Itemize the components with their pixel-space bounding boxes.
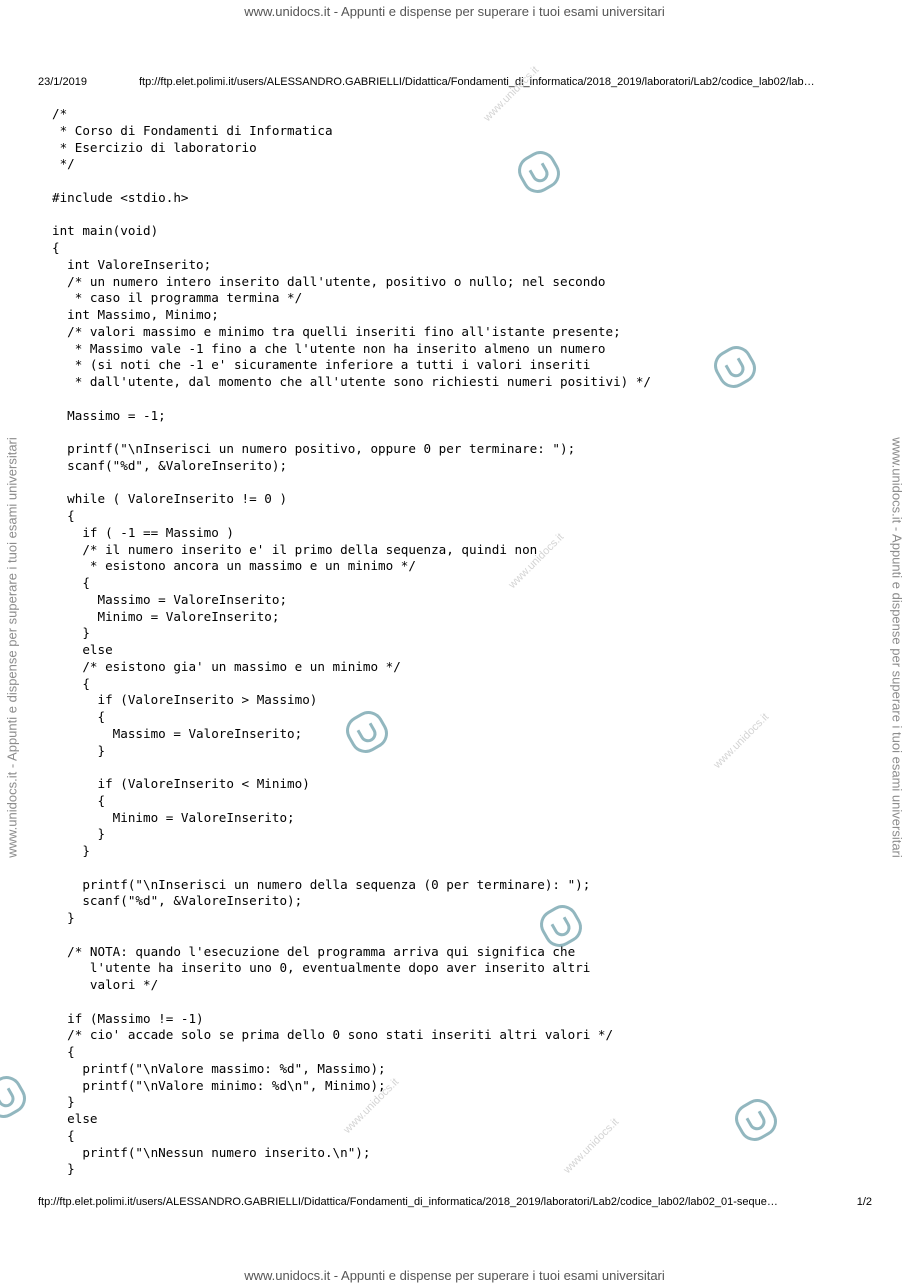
print-date: 23/1/2019 [38, 76, 87, 88]
code-line: * dall'utente, dal momento che all'utente sono richiesti numeri positivi) */ [52, 374, 651, 389]
code-line: * Massimo vale -1 fino a che l'utente non ha inserito almeno un numero [52, 340, 606, 356]
code-line: /* valori massimo e minimo tra quelli inseriti fino all'istante presente; [52, 323, 621, 339]
code-line: scanf("%d", &ValoreInserito); [52, 893, 303, 909]
code-line: /* il numero inserito e' il primo della sequenza, quindi non [52, 541, 538, 557]
code-line: * Corso di Fondamenti di Informatica [52, 122, 333, 138]
code-line: } [52, 625, 90, 641]
diagonal-watermark: www.unidocs.it [711, 711, 772, 771]
code-line: Minimo = ValoreInserito; [52, 809, 295, 825]
code-line: /* un numero intero inserito dall'utente, positivo o nullo; nel secondo [52, 273, 606, 289]
code-line: printf("\nNessun numero inserito.\n"); [52, 1144, 371, 1160]
code-line: { [52, 575, 90, 590]
source-code-listing [52, 106, 651, 1178]
code-line: l'utente ha inserito uno 0, eventualmente dopo aver inserito altri [52, 960, 591, 976]
bottom-watermark-banner: www.unidocs.it - Appunti e dispense per superare i tuoi esami universitari [244, 1268, 665, 1283]
code-line: Massimo = ValoreInserito; [52, 725, 303, 741]
page-number: 1/2 [856, 1196, 872, 1208]
code-line: Massimo = ValoreInserito; [52, 591, 288, 607]
code-line: * caso il programma termina */ [52, 290, 303, 306]
code-line: int main(void) [52, 223, 159, 239]
code-line: } [52, 1094, 75, 1110]
code-line: /* NOTA: quando l'esecuzione del programma arriva qui significa che [52, 943, 576, 959]
code-line: * Esercizio di laboratorio [52, 139, 257, 155]
code-line: printf("\nValore minimo: %d\n", Minimo); [52, 1077, 386, 1093]
code-line: #include <stdio.h> [52, 189, 189, 205]
code-line: */ [52, 156, 75, 172]
code-line: } [52, 1161, 75, 1177]
code-line: if (Massimo != -1) [52, 1010, 204, 1026]
code-line: } [52, 843, 90, 858]
code-line: printf("\nValore massimo: %d", Massimo); [52, 1060, 386, 1076]
right-side-watermark: www.unidocs.it - Appunti e dispense per superare i tuoi esami universitari [889, 437, 905, 858]
unidocs-logo-icon [733, 1097, 779, 1143]
left-side-watermark: www.unidocs.it - Appunti e dispense per superare i tuoi esami universitari [4, 437, 20, 858]
code-line: } [52, 826, 106, 842]
code-line: if (ValoreInserito > Massimo) [52, 692, 318, 708]
code-line: { [52, 508, 75, 523]
code-line: /* cio' accade solo se prima dello 0 sono stati inseriti altri valori */ [52, 1027, 614, 1043]
diagonal-watermark: www.unidocs.it [561, 1116, 622, 1176]
code-line: * (si noti che -1 e' sicuramente inferiore a tutti i valori inseriti [52, 357, 591, 373]
diagonal-watermark: www.unidocs.it [481, 64, 542, 124]
top-watermark-banner: www.unidocs.it - Appunti e dispense per superare i tuoi esami universitari [244, 4, 665, 19]
code-line: if ( -1 == Massimo ) [52, 524, 234, 540]
code-line: { [52, 1127, 75, 1143]
code-line: else [52, 1111, 98, 1126]
code-line: { [52, 1044, 75, 1059]
code-line: if (ValoreInserito < Minimo) [52, 776, 310, 791]
code-line: { [52, 675, 90, 691]
code-line: { [52, 709, 106, 724]
code-line: Minimo = ValoreInserito; [52, 608, 280, 624]
code-line: printf("\nInserisci un numero positivo, oppure 0 per terminare: "); [52, 441, 576, 456]
diagonal-watermark: www.unidocs.it [341, 1076, 402, 1136]
code-line: { [52, 240, 60, 255]
header-source-url: ftp://ftp.elet.polimi.it/users/ALESSANDRO.GABRIELLI/Didattica/Fondamenti_di_informatica/2018_2019/laboratori/Lab2/codice_lab02/lab… [139, 76, 815, 88]
code-line: valori */ [52, 977, 159, 992]
code-line: * esistono ancora un massimo e un minimo */ [52, 558, 416, 574]
code-line: while ( ValoreInserito != 0 ) [52, 491, 288, 507]
code-line: scanf("%d", &ValoreInserito); [52, 457, 288, 473]
code-line: int ValoreInserito; [52, 256, 212, 272]
unidocs-logo-icon [712, 344, 758, 390]
code-line: } [52, 742, 106, 758]
code-line: /* esistono gia' un massimo e un minimo */ [52, 658, 401, 674]
diagonal-watermark: www.unidocs.it [506, 531, 567, 591]
footer-source-url: ftp://ftp.elet.polimi.it/users/ALESSANDRO.GABRIELLI/Didattica/Fondamenti_di_informatica/2018_2019/laboratori/Lab2/codice_lab02/lab02_01-seque… [38, 1196, 778, 1208]
code-line: else [52, 642, 113, 657]
code-line: printf("\nInserisci un numero della sequenza (0 per terminare): "); [52, 876, 591, 892]
code-line: } [52, 910, 75, 925]
code-line: int Massimo, Minimo; [52, 307, 219, 322]
unidocs-logo-icon [0, 1074, 28, 1120]
code-line: /* [52, 106, 68, 121]
code-line: Massimo = -1; [52, 407, 166, 423]
code-line: { [52, 792, 106, 808]
